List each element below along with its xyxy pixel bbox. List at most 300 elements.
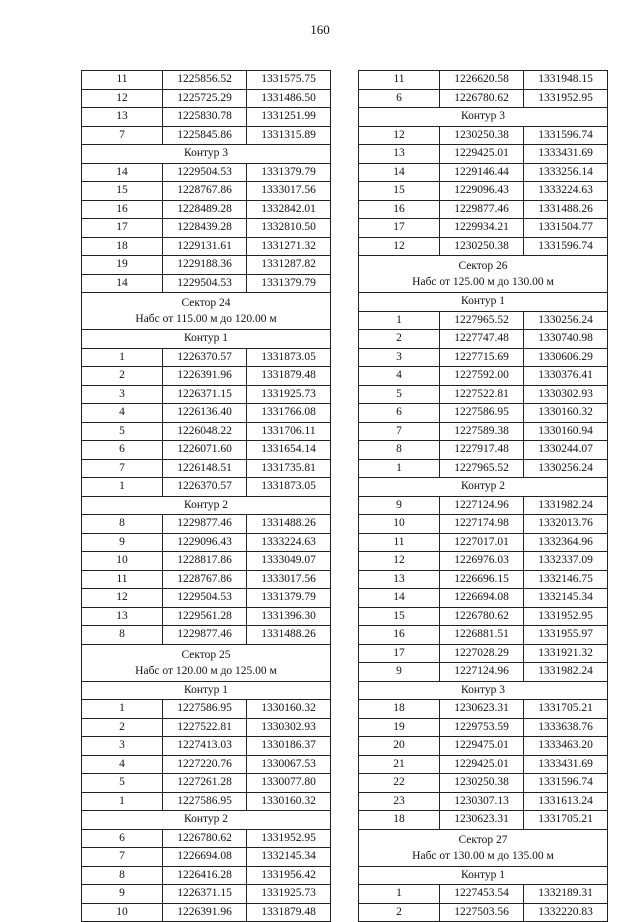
coordinate-y: 1331952.95 [524,89,608,108]
coordinate-x: 1226694.08 [163,848,247,867]
coordinate-x: 1227522.81 [163,718,247,737]
coordinate-x: 1227715.69 [440,348,524,367]
table-row [82,459,331,478]
point-number: 17 [82,219,163,238]
point-number: 11 [82,71,163,90]
table-row [359,71,608,90]
table-row [359,163,608,182]
point-number: 8 [82,866,163,885]
sector-header-row [82,644,331,681]
coordinate-x: 1229146.44 [440,163,524,182]
coordinate-x: 1227220.76 [163,755,247,774]
contour-label: Контур 3 [82,145,331,164]
table-row [359,348,608,367]
coordinate-x: 1228767.86 [163,182,247,201]
coordinate-y: 1332842.01 [247,200,331,219]
point-number: 2 [82,718,163,737]
coordinate-x: 1226620.58 [440,71,524,90]
coordinate-x: 1226696.15 [440,570,524,589]
table-row [359,663,608,682]
coordinate-y: 1331706.11 [247,422,331,441]
point-number: 14 [82,163,163,182]
point-number: 3 [359,348,440,367]
table-row [359,700,608,719]
contour-label: Контур 2 [82,496,331,515]
coordinate-x: 1230250.38 [440,126,524,145]
point-number: 6 [82,441,163,460]
coordinate-y: 1331596.74 [524,126,608,145]
coordinate-x: 1226071.60 [163,441,247,460]
contour-header-row [82,681,331,700]
coordinate-x: 1227965.52 [440,459,524,478]
coordinate-x: 1229504.53 [163,274,247,293]
contour-label: Контур 1 [82,681,331,700]
coordinate-y: 1330160.32 [524,404,608,423]
coordinate-x: 1227917.48 [440,441,524,460]
sector-header [359,256,608,293]
point-number: 16 [82,200,163,219]
coordinate-x: 1225845.86 [163,126,247,145]
coordinate-y: 1331596.74 [524,237,608,256]
point-number: 9 [359,663,440,682]
table-row [82,718,331,737]
point-number: 19 [82,256,163,275]
coordinate-x: 1229096.43 [440,182,524,201]
point-number: 1 [359,885,440,904]
table-row [359,422,608,441]
coordinate-y: 1331488.26 [524,200,608,219]
coordinate-x: 1227586.95 [163,700,247,719]
coordinate-x: 1227124.96 [440,663,524,682]
table-row [82,515,331,534]
coordinate-x: 1227413.03 [163,737,247,756]
table-row [82,348,331,367]
coordinate-y: 1333224.63 [524,182,608,201]
contour-header-row [82,330,331,349]
point-number: 10 [82,552,163,571]
coordinate-y: 1331486.50 [247,89,331,108]
table-row [82,829,331,848]
coordinate-x: 1227174.98 [440,515,524,534]
table-row [359,182,608,201]
point-number: 11 [359,533,440,552]
coordinate-y: 1330606.29 [524,348,608,367]
table-row [359,126,608,145]
sector-title: Сектор 25 [181,648,231,661]
point-number: 18 [82,237,163,256]
point-number: 3 [82,737,163,756]
coordinate-y: 1331921.32 [524,644,608,663]
coordinate-y: 1333017.56 [247,182,331,201]
contour-header-row [359,681,608,700]
table-row [82,441,331,460]
coordinate-x: 1226694.08 [440,589,524,608]
contour-header-row [82,811,331,830]
coordinate-y: 1332810.50 [247,219,331,238]
point-number: 14 [359,163,440,182]
coordinate-y: 1331873.05 [247,478,331,497]
point-number: 1 [82,700,163,719]
coordinate-y: 1331735.81 [247,459,331,478]
table-row [82,737,331,756]
coordinate-y: 1331952.95 [524,607,608,626]
coordinate-y: 1332364.96 [524,533,608,552]
coordinate-y: 1332146.75 [524,570,608,589]
sector-elevation-range: Набс от 125.00 м до 130.00 м [412,276,554,288]
coordinate-x: 1229096.43 [163,533,247,552]
table-row [82,126,331,145]
contour-header-row [359,866,608,885]
coordinate-y: 1331379.79 [247,163,331,182]
point-number: 4 [359,367,440,386]
coordinate-x: 1225830.78 [163,108,247,127]
coordinate-x: 1229753.59 [440,718,524,737]
coordinate-y: 1333463.20 [524,737,608,756]
coordinates-table-body [359,71,608,922]
table-row [359,496,608,515]
coordinate-y: 1331396.30 [247,607,331,626]
coordinate-x: 1227965.52 [440,311,524,330]
table-row [82,848,331,867]
coordinate-y: 1331766.08 [247,404,331,423]
coordinate-y: 1330067.53 [247,755,331,774]
coordinate-y: 1330160.32 [247,792,331,811]
coordinate-x: 1227453.54 [440,885,524,904]
table-row [359,792,608,811]
contour-label: Контур 1 [82,330,331,349]
coordinate-y: 1331379.79 [247,589,331,608]
coordinate-x: 1226976.03 [440,552,524,571]
point-number: 4 [82,755,163,774]
point-number: 5 [359,385,440,404]
point-number: 14 [359,589,440,608]
table-row [359,219,608,238]
table-row [82,71,331,90]
coordinate-y: 1331287.82 [247,256,331,275]
sector-header-row [359,256,608,293]
coordinate-x: 1229188.36 [163,256,247,275]
contour-label: Контур 1 [359,866,608,885]
coordinate-x: 1226370.57 [163,348,247,367]
point-number: 19 [359,718,440,737]
sector-elevation-range: Набс от 130.00 м до 135.00 м [412,849,554,862]
contour-header-row [82,145,331,164]
table-row [359,626,608,645]
point-number: 1 [82,348,163,367]
contour-header-row [82,496,331,515]
table-row [82,108,331,127]
point-number: 14 [82,274,163,293]
point-number: 1 [82,478,163,497]
coordinate-x: 1228767.86 [163,570,247,589]
coordinate-x: 1226391.96 [163,903,247,922]
point-number: 5 [82,774,163,793]
point-number: 6 [359,404,440,423]
coordinate-y: 1331948.15 [524,71,608,90]
point-number: 2 [359,330,440,349]
coordinate-y: 1331705.21 [524,700,608,719]
coordinate-x: 1230307.13 [440,792,524,811]
table-row [82,552,331,571]
table-row [82,422,331,441]
point-number: 12 [82,589,163,608]
coordinate-x: 1226048.22 [163,422,247,441]
table-row [359,718,608,737]
table-row [359,903,608,922]
table-row [359,441,608,460]
coordinate-y: 1330376.41 [524,367,608,386]
coordinates-table-right [358,70,608,922]
coordinate-x: 1227589.38 [440,422,524,441]
coordinate-x: 1226780.62 [440,607,524,626]
coordinate-x: 1226391.96 [163,367,247,386]
table-row [359,404,608,423]
table-row [359,89,608,108]
coordinate-x: 1227503.56 [440,903,524,922]
table-row [82,200,331,219]
table-row [82,237,331,256]
coordinate-x: 1226780.62 [440,89,524,108]
point-number: 23 [359,792,440,811]
coordinate-x: 1230250.38 [440,774,524,793]
point-number: 17 [359,644,440,663]
coordinate-y: 1331925.73 [247,885,331,904]
table-row [359,237,608,256]
table-row [359,737,608,756]
table-row [359,145,608,164]
table-row [82,607,331,626]
coordinate-x: 1229877.46 [163,626,247,645]
table-row [82,89,331,108]
table-row [359,367,608,386]
point-number: 9 [82,533,163,552]
sector-elevation-range: Набс от 120.00 м до 125.00 м [135,664,277,677]
table-row [359,644,608,663]
point-number: 22 [359,774,440,793]
coordinate-y: 1330256.24 [524,311,608,330]
table-row [82,367,331,386]
coordinate-x: 1226371.15 [163,385,247,404]
coordinate-x: 1230250.38 [440,237,524,256]
point-number: 16 [359,200,440,219]
table-row [359,311,608,330]
point-number: 13 [359,570,440,589]
point-number: 8 [82,515,163,534]
table-row [359,533,608,552]
coordinate-x: 1228489.28 [163,200,247,219]
coordinate-y: 1331251.99 [247,108,331,127]
table-row [359,885,608,904]
point-number: 13 [82,108,163,127]
point-number: 5 [82,422,163,441]
coordinate-x: 1227586.95 [440,404,524,423]
sector-header-row [82,293,331,330]
coordinate-y: 1330077.80 [247,774,331,793]
table-row [359,570,608,589]
coordinate-y: 1332013.76 [524,515,608,534]
contour-label: Контур 1 [359,293,608,312]
sector-header [82,644,331,681]
point-number: 11 [82,570,163,589]
coordinates-table-left [81,70,331,922]
point-number: 13 [359,145,440,164]
coordinate-x: 1230623.31 [440,811,524,830]
coordinate-y: 1333017.56 [247,570,331,589]
coordinate-y: 1333638.76 [524,718,608,737]
coordinate-y: 1330244.07 [524,441,608,460]
coordinate-x: 1230623.31 [440,700,524,719]
table-row [82,885,331,904]
coordinate-y: 1330160.94 [524,422,608,441]
coordinate-y: 1331596.74 [524,774,608,793]
point-number: 6 [82,829,163,848]
contour-label: Контур 3 [359,108,608,127]
coordinate-x: 1225856.52 [163,71,247,90]
coordinate-x: 1229877.46 [440,200,524,219]
coordinate-x: 1227028.29 [440,644,524,663]
coordinate-y: 1331271.32 [247,237,331,256]
coordinate-x: 1229475.01 [440,737,524,756]
point-number: 20 [359,737,440,756]
coordinate-y: 1330186.37 [247,737,331,756]
table-row [359,330,608,349]
table-row [82,533,331,552]
sector-header [82,293,331,330]
table-row [82,274,331,293]
coordinate-y: 1331952.95 [247,829,331,848]
table-row [359,385,608,404]
point-number: 8 [82,626,163,645]
coordinate-x: 1227124.96 [440,496,524,515]
coordinate-y: 1331315.89 [247,126,331,145]
coordinate-x: 1225725.29 [163,89,247,108]
contour-header-row [359,293,608,312]
table-row [82,385,331,404]
sector-title: Сектор 24 [181,297,231,309]
point-number: 12 [82,89,163,108]
contour-label: Контур 3 [359,681,608,700]
point-number: 7 [359,422,440,441]
contour-header-row [359,108,608,127]
coordinate-y: 1330740.98 [524,330,608,349]
coordinate-y: 1331613.24 [524,792,608,811]
point-number: 15 [359,182,440,201]
coordinate-x: 1229131.61 [163,237,247,256]
coordinate-y: 1332145.34 [247,848,331,867]
table-row [359,552,608,571]
coordinate-x: 1228439.28 [163,219,247,238]
coordinate-y: 1333431.69 [524,755,608,774]
point-number: 12 [359,237,440,256]
point-number: 9 [359,496,440,515]
coordinate-y: 1331955.97 [524,626,608,645]
table-row [82,182,331,201]
coordinate-y: 1331488.26 [247,626,331,645]
point-number: 10 [82,903,163,922]
coordinate-y: 1332220.83 [524,903,608,922]
coordinate-y: 1331925.73 [247,385,331,404]
contour-label: Контур 2 [82,811,331,830]
sector-elevation-range: Набс от 115.00 м до 120.00 м [135,313,277,325]
contour-header-row [359,478,608,497]
point-number: 11 [359,71,440,90]
sector-title: Сектор 26 [458,260,508,272]
point-number: 15 [359,607,440,626]
coordinate-x: 1226780.62 [163,829,247,848]
point-number: 7 [82,848,163,867]
table-row [82,404,331,423]
table-row [82,903,331,922]
point-number: 13 [82,607,163,626]
sector-title: Сектор 27 [458,833,508,846]
coordinate-y: 1331705.21 [524,811,608,830]
coordinate-y: 1331873.05 [247,348,331,367]
contour-label: Контур 2 [359,478,608,497]
coordinate-y: 1332337.09 [524,552,608,571]
point-number: 9 [82,885,163,904]
coordinate-y: 1331879.48 [247,903,331,922]
coordinate-y: 1333224.63 [247,533,331,552]
point-number: 21 [359,755,440,774]
table-row [359,589,608,608]
point-number: 12 [359,552,440,571]
coordinate-x: 1227747.48 [440,330,524,349]
table-row [359,755,608,774]
point-number: 17 [359,219,440,238]
coordinate-y: 1333431.69 [524,145,608,164]
coordinate-x: 1229877.46 [163,515,247,534]
table-row [82,570,331,589]
table-row [82,774,331,793]
table-row [359,459,608,478]
coordinate-x: 1227522.81 [440,385,524,404]
coordinate-y: 1331654.14 [247,441,331,460]
point-number: 7 [82,126,163,145]
coordinate-y: 1333256.14 [524,163,608,182]
table-row [82,792,331,811]
table-row [359,515,608,534]
coordinate-y: 1331488.26 [247,515,331,534]
coordinate-y: 1330302.93 [247,718,331,737]
point-number: 1 [82,792,163,811]
coordinate-x: 1229425.01 [440,145,524,164]
point-number: 2 [359,903,440,922]
table-row [359,607,608,626]
coordinate-x: 1226370.57 [163,478,247,497]
table-row [82,256,331,275]
coordinate-y: 1330160.32 [247,700,331,719]
coordinate-x: 1226136.40 [163,404,247,423]
table-row [82,478,331,497]
page-number: 160 [310,22,330,37]
table-row [82,866,331,885]
coordinate-y: 1330302.93 [524,385,608,404]
coordinate-x: 1227586.95 [163,792,247,811]
coordinate-y: 1333049.07 [247,552,331,571]
point-number: 16 [359,626,440,645]
coordinate-y: 1331982.24 [524,663,608,682]
point-number: 15 [82,182,163,201]
point-number: 2 [82,367,163,386]
coordinate-x: 1229504.53 [163,163,247,182]
point-number: 3 [82,385,163,404]
sector-header-row [359,829,608,866]
coordinate-x: 1227592.00 [440,367,524,386]
point-number: 18 [359,700,440,719]
coordinate-x: 1226881.51 [440,626,524,645]
point-number: 1 [359,311,440,330]
table-row [359,200,608,219]
